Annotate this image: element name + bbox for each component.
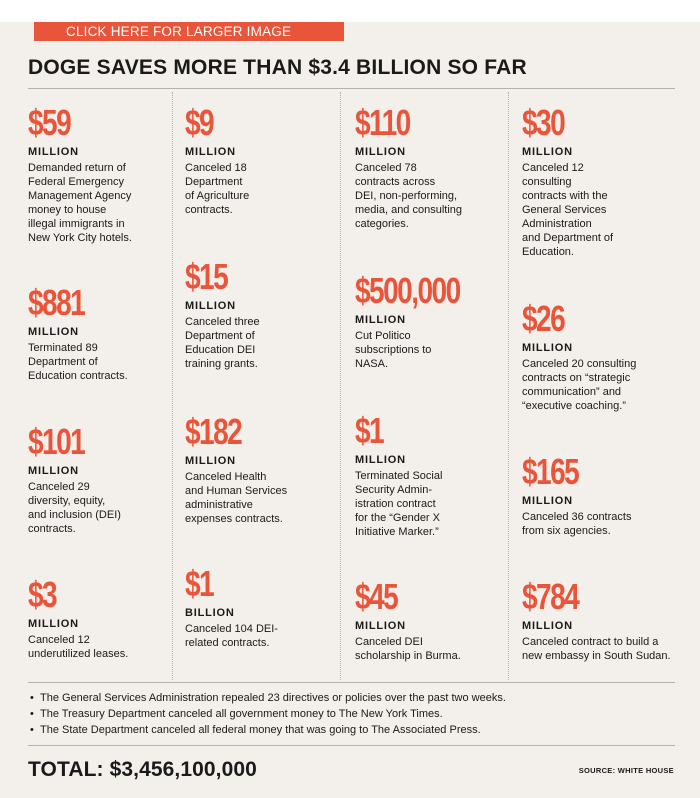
column-divider (340, 92, 341, 680)
bullet-icon: • (30, 724, 34, 736)
savings-unit: MILLION (355, 146, 406, 158)
savings-amount: $30 (522, 102, 565, 143)
savings-amount: $500,000 (355, 270, 460, 311)
title-divider (28, 88, 675, 89)
savings-unit: MILLION (522, 495, 573, 507)
savings-unit: MILLION (522, 620, 573, 632)
savings-unit: MILLION (522, 146, 573, 158)
savings-unit: MILLION (28, 326, 79, 338)
savings-description: Canceled 20 consulting contracts on “strategic communication” and “executive coaching.” (522, 358, 637, 412)
note-text: The General Services Administration repealed 23 directives or policies over the past two weeks. (40, 692, 506, 704)
savings-amount: $45 (355, 576, 398, 617)
savings-unit: MILLION (28, 146, 79, 158)
savings-amount: $3 (28, 574, 57, 615)
savings-description: Terminated 89 Department of Education contracts. (28, 342, 128, 382)
savings-amount: $165 (522, 451, 579, 492)
savings-item (355, 578, 500, 663)
savings-unit: MILLION (185, 455, 236, 467)
savings-unit: MILLION (28, 465, 79, 477)
savings-description: Canceled Health and Human Services administrative expenses contracts. (185, 471, 288, 525)
savings-description: Canceled 12 underutilized leases. (28, 634, 129, 660)
savings-item (355, 412, 500, 539)
savings-amount: $59 (28, 102, 71, 143)
savings-description: Canceled 12 consulting contracts with the General Services Administration and Department of Education. (522, 162, 614, 258)
savings-item (355, 104, 500, 231)
page-title: DOGE SAVES MORE THAN $3.4 BILLION SO FAR (28, 56, 527, 79)
savings-amount: $182 (185, 411, 242, 452)
savings-description: Canceled three Department of Education DEI training grants. (185, 316, 260, 370)
savings-item (185, 565, 330, 650)
savings-description: Canceled 36 contracts from six agencies. (522, 511, 632, 537)
savings-item (185, 258, 330, 371)
column-divider (172, 92, 173, 680)
savings-unit: MILLION (28, 618, 79, 630)
savings-unit: MILLION (355, 620, 406, 632)
savings-item (28, 576, 163, 661)
savings-item (28, 423, 163, 536)
savings-amount: $101 (28, 421, 85, 462)
savings-item (522, 300, 692, 413)
notes-divider (28, 682, 675, 683)
savings-amount: $15 (185, 256, 228, 297)
savings-unit: MILLION (185, 300, 236, 312)
savings-item (522, 453, 692, 538)
savings-description: Canceled contract to build a new embassy in South Sudan. (522, 636, 671, 662)
note-item (30, 722, 680, 738)
savings-amount: $881 (28, 282, 85, 323)
savings-unit: MILLION (522, 342, 573, 354)
savings-description: Canceled DEI scholarship in Burma. (355, 636, 461, 662)
note-text: The Treasury Department canceled all government money to The New York Times. (40, 708, 443, 720)
savings-description: Canceled 78 contracts across DEI, non-performing, media, and consulting categories. (355, 162, 463, 230)
bullet-icon: • (30, 692, 34, 704)
savings-item (185, 413, 330, 526)
note-text: The State Department canceled all federal money that was going to The Associated Press. (40, 724, 481, 736)
savings-description: Demanded return of Federal Emergency Management Agency money to house illegal immigrants in New York City hotels. (28, 162, 132, 244)
savings-description: Terminated Social Security Admin- istration contract for the “Gender X Initiative Marker.” (355, 470, 443, 538)
savings-amount: $26 (522, 298, 565, 339)
savings-amount: $1 (355, 410, 384, 451)
savings-amount: $9 (185, 102, 214, 143)
note-item (30, 706, 680, 722)
savings-description: Canceled 29 diversity, equity, and inclusion (DEI) contracts. (28, 481, 121, 535)
savings-amount: $110 (355, 102, 410, 143)
total-divider (28, 745, 675, 746)
savings-item (28, 104, 163, 245)
savings-item (185, 104, 330, 217)
note-item (30, 690, 680, 706)
bullet-icon: • (30, 708, 34, 720)
savings-amount: $1 (185, 563, 214, 604)
savings-unit: MILLION (355, 314, 406, 326)
source-credit: SOURCE: WHITE HOUSE (578, 766, 674, 775)
savings-unit: BILLION (185, 607, 235, 619)
savings-amount: $784 (522, 576, 579, 617)
savings-description: Canceled 104 DEI- related contracts. (185, 623, 278, 649)
total-amount: TOTAL: $3,456,100,000 (28, 758, 257, 781)
savings-item (355, 272, 500, 371)
savings-item (522, 104, 692, 259)
savings-item (28, 284, 163, 383)
savings-item (522, 578, 692, 663)
column-divider (508, 92, 509, 680)
savings-description: Cut Politico subscriptions to NASA. (355, 330, 432, 370)
larger-image-link[interactable]: CLICK HERE FOR LARGER IMAGE (34, 22, 344, 41)
notes-list (30, 690, 680, 738)
savings-description: Canceled 18 Department of Agriculture contracts. (185, 162, 250, 216)
savings-unit: MILLION (185, 146, 236, 158)
savings-unit: MILLION (355, 454, 406, 466)
